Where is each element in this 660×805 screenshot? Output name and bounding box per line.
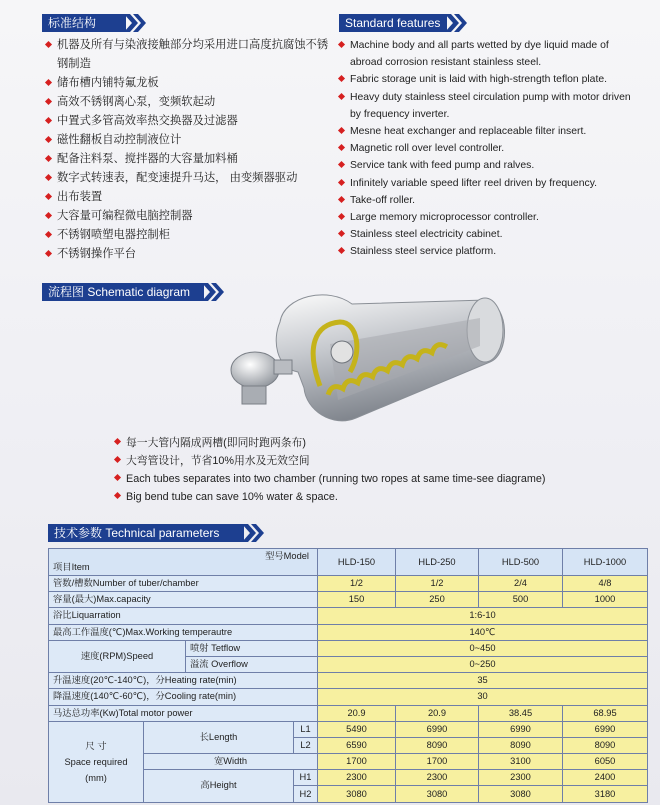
- cell: 500: [479, 592, 563, 608]
- cell: 1:6-10: [318, 608, 648, 624]
- l1-label: L1: [294, 721, 318, 737]
- h2-label: H2: [294, 786, 318, 802]
- table-row: [49, 705, 648, 721]
- feature-cn-item: 不锈钢喷塑电器控制柜: [46, 226, 336, 245]
- cell: 6990: [563, 721, 648, 737]
- table-row: [49, 640, 648, 656]
- bullet-icon: [45, 250, 52, 257]
- feature-cn-item: 数字式转速表，配变速提升马达， 由变频器驱动: [46, 169, 336, 188]
- cell: 1700: [396, 754, 479, 770]
- features-en-title: Standard features: [345, 16, 441, 30]
- model-hld150: HLD-150: [318, 549, 396, 576]
- table-row: [49, 689, 648, 705]
- corner-cell: [49, 549, 318, 576]
- length-label: 长Length: [144, 721, 294, 753]
- feature-en-item: Machine body and all parts wetted by dye liquid made of abroad corrosion resistant stainless steel.: [339, 37, 639, 71]
- cell: 2300: [396, 770, 479, 786]
- row-label-ratio: 浴比Liquarration: [49, 608, 318, 624]
- machine-body-icon: [231, 295, 505, 421]
- note-item: Big bend tube can save 10% water & space.: [115, 488, 645, 506]
- cell: 1/2: [396, 576, 479, 592]
- cell: 3080: [396, 786, 479, 802]
- bullet-icon: [338, 144, 345, 151]
- cell: 2/4: [479, 576, 563, 592]
- bullet-icon: [45, 79, 52, 86]
- cell: 3080: [318, 786, 396, 802]
- space-label-unit: (mm): [85, 772, 107, 783]
- note-item: 大弯管设计，节省10%用水及无效空间: [115, 452, 645, 470]
- feature-cn-item: 高效不锈钢离心泵，变频软起动: [46, 93, 336, 112]
- feature-cn-item: 储布槽内铺特氟龙板: [46, 74, 336, 93]
- feature-en-item: Service tank with feed pump and ralves.: [339, 157, 639, 174]
- cell: 1000: [563, 592, 648, 608]
- model-hld1000: HLD-1000: [563, 549, 648, 576]
- features-cn-header: [42, 14, 126, 32]
- cell: 20.9: [396, 705, 479, 721]
- cell: 0~450: [318, 640, 648, 656]
- feature-en-item: Infinitely variable speed lifter reel driven by frequency.: [339, 175, 639, 192]
- bullet-icon: [338, 230, 345, 237]
- table-row: [49, 576, 648, 592]
- feature-en-item: Large memory microprocessor controller.: [339, 209, 639, 226]
- cell: 38.45: [479, 705, 563, 721]
- table-row: [49, 721, 648, 737]
- row-label-space: [49, 721, 144, 802]
- cell: 35: [318, 673, 648, 689]
- cell: 5490: [318, 721, 396, 737]
- space-label-cn: 尺 寸: [85, 740, 107, 751]
- table-row: [49, 624, 648, 640]
- speed-tetflow-label: 喷射 Tetflow: [186, 640, 318, 656]
- bullet-icon: [45, 193, 52, 200]
- model-header: 型号Model: [265, 551, 309, 561]
- bullet-icon: [338, 196, 345, 203]
- table-row: [49, 608, 648, 624]
- feature-en-item: Take-off roller.: [339, 192, 639, 209]
- bullet-icon: [114, 492, 121, 499]
- bullet-icon: [45, 98, 52, 105]
- features-cn-title: 标准结构: [48, 16, 97, 30]
- chevron-decoration-icon: [242, 524, 270, 542]
- table-row: [49, 673, 648, 689]
- cell: 6050: [563, 754, 648, 770]
- row-label-motor: 马达总功率(Kw)Total motor power: [49, 705, 318, 721]
- l2-label: L2: [294, 737, 318, 753]
- diagram-notes: [115, 434, 645, 506]
- bullet-icon: [45, 231, 52, 238]
- space-label-en: Space required: [64, 756, 128, 767]
- feature-cn-item: 不锈钢操作平台: [46, 245, 336, 264]
- bullet-icon: [338, 179, 345, 186]
- feature-en-item: Magnetic roll over level controller.: [339, 140, 639, 157]
- feature-cn-item: 机器及所有与染液接触部分均采用进口高度抗腐蚀不锈钢制造: [46, 36, 336, 74]
- cell: 0~250: [318, 656, 648, 672]
- cell: 3100: [479, 754, 563, 770]
- cell: 2300: [318, 770, 396, 786]
- cell: 3080: [479, 786, 563, 802]
- cell: 1/2: [318, 576, 396, 592]
- cell: 1700: [318, 754, 396, 770]
- bullet-icon: [114, 474, 121, 481]
- cell: 250: [396, 592, 479, 608]
- bullet-icon: [338, 127, 345, 134]
- features-en-header: [339, 14, 447, 32]
- model-hld500: HLD-500: [479, 549, 563, 576]
- feature-cn-item: 中置式多管高效率热交换器及过滤器: [46, 112, 336, 131]
- params-title: 技术参数 Technical parameters: [54, 526, 220, 540]
- feature-en-item: Stainless steel service platform.: [339, 243, 639, 260]
- chevron-decoration-icon: [124, 14, 152, 32]
- bullet-icon: [114, 438, 121, 445]
- cell: 2300: [479, 770, 563, 786]
- features-cn-list: [46, 36, 336, 264]
- cell: 20.9: [318, 705, 396, 721]
- bullet-icon: [45, 174, 52, 181]
- note-item: 每一大管内隔成两槽(即同时跑两条布): [115, 434, 645, 452]
- cell: 6590: [318, 737, 396, 753]
- chevron-decoration-icon: [445, 14, 473, 32]
- feature-en-item: Mesne heat exchanger and replaceable filter insert.: [339, 123, 639, 140]
- bullet-icon: [45, 136, 52, 143]
- params-header: [48, 524, 244, 542]
- model-hld250: HLD-250: [396, 549, 479, 576]
- row-label-cooling: 降温速度(140℃-60℃)，分Cooling rate(min): [49, 689, 318, 705]
- row-label-tubes: 管数/槽数Number of tuber/chamber: [49, 576, 318, 592]
- cell: 8090: [563, 737, 648, 753]
- bullet-icon: [338, 75, 345, 82]
- cell: 68.95: [563, 705, 648, 721]
- bullet-icon: [338, 41, 345, 48]
- table-header-row: [49, 549, 648, 576]
- row-label-capacity: 容量(最大)Max.capacity: [49, 592, 318, 608]
- cell: 6990: [396, 721, 479, 737]
- bullet-icon: [45, 41, 52, 48]
- bullet-icon: [338, 161, 345, 168]
- bullet-icon: [45, 117, 52, 124]
- speed-overflow-label: 溢流 Overflow: [186, 656, 318, 672]
- feature-cn-item: 配备注料泵、搅拌器的大容量加料桶: [46, 150, 336, 169]
- bullet-icon: [45, 155, 52, 162]
- features-en-list: [339, 37, 639, 261]
- width-label: 宽Width: [144, 754, 318, 770]
- cell: 2400: [563, 770, 648, 786]
- parameters-table: [48, 548, 648, 803]
- item-header: 项目Item: [53, 562, 90, 572]
- cell: 150: [318, 592, 396, 608]
- feature-en-item: Heavy duty stainless steel circulation pump with motor driven by frequency inverter.: [339, 89, 639, 123]
- h1-label: H1: [294, 770, 318, 786]
- schematic-title: 流程图 Schematic diagram: [48, 285, 191, 299]
- cell: 8090: [396, 737, 479, 753]
- cell: 140℃: [318, 624, 648, 640]
- row-label-speed: 速度(RPM)Speed: [49, 640, 186, 672]
- bullet-icon: [114, 456, 121, 463]
- bullet-icon: [338, 213, 345, 220]
- height-label: 高Height: [144, 770, 294, 802]
- feature-cn-item: 大容量可编程微电脑控制器: [46, 207, 336, 226]
- bullet-icon: [338, 93, 345, 100]
- table-row: [49, 592, 648, 608]
- dyeing-machine-diagram: [180, 282, 520, 442]
- feature-cn-item: 磁性翻板自动控制液位计: [46, 131, 336, 150]
- cell: 3180: [563, 786, 648, 802]
- cell: 30: [318, 689, 648, 705]
- feature-en-item: Stainless steel electricity cabinet.: [339, 226, 639, 243]
- feature-cn-item: 出布装置: [46, 188, 336, 207]
- row-label-temp: 最高工作温度(℃)Max.Working temperautre: [49, 624, 318, 640]
- cell: 8090: [479, 737, 563, 753]
- bullet-icon: [338, 247, 345, 254]
- feature-en-item: Fabric storage unit is laid with high-strength teflon plate.: [339, 71, 639, 88]
- cell: 4/8: [563, 576, 648, 592]
- note-item: Each tubes separates into two chamber (running two ropes at same time-see diagrame): [115, 470, 645, 488]
- cell: 6990: [479, 721, 563, 737]
- row-label-heating: 升温速度(20℃-140℃)，分Heating rate(min): [49, 673, 318, 689]
- bullet-icon: [45, 212, 52, 219]
